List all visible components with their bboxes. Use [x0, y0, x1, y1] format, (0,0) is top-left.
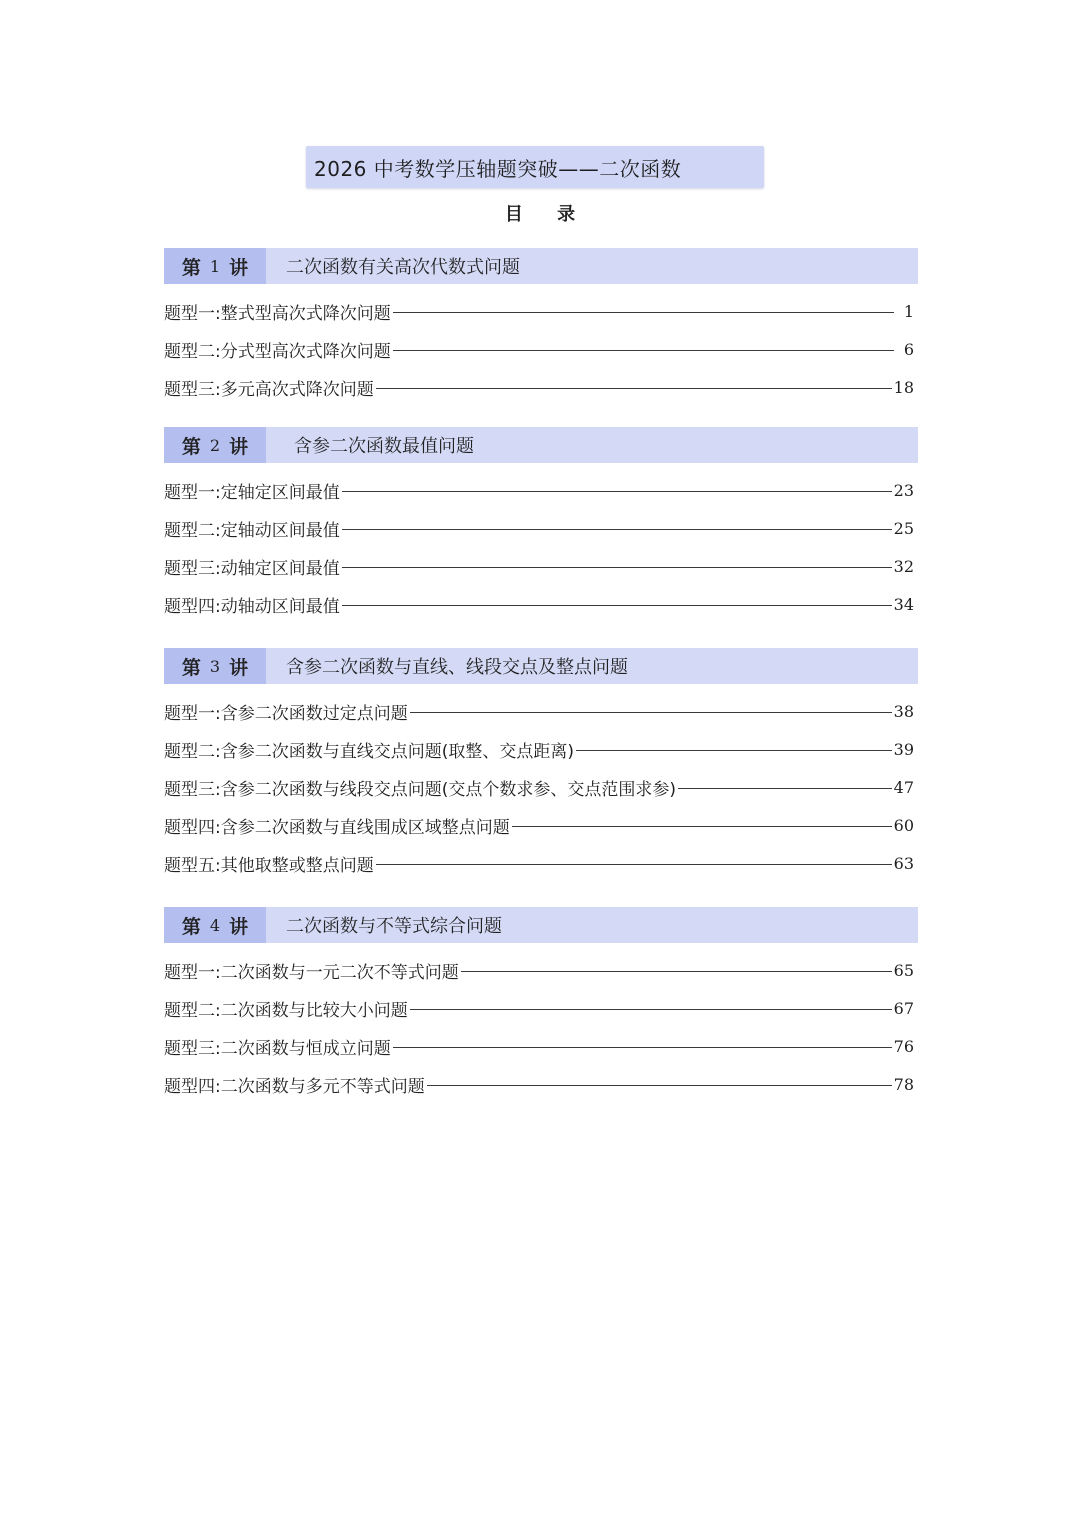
dot-leader	[393, 1047, 892, 1048]
dot-leader	[342, 605, 892, 606]
toc-heading: 目 录	[504, 204, 590, 225]
entry-text: 题型一:二次函数与一元二次不等式问题	[164, 962, 459, 983]
section-header-2	[164, 427, 918, 463]
lecture-prefix: 第	[181, 435, 201, 458]
dot-leader	[410, 712, 892, 713]
toc-entry[interactable]	[164, 514, 914, 542]
page-number: 63	[893, 853, 914, 873]
toc-entry[interactable]	[164, 552, 914, 580]
entry-text: 题型二:含参二次函数与直线交点问题(取整、交点距离)	[164, 741, 574, 762]
toc-entry[interactable]	[164, 994, 914, 1022]
lecture-number: 1	[209, 256, 221, 276]
lecture-prefix: 第	[181, 256, 201, 279]
section-header-3	[164, 648, 918, 684]
toc-entry[interactable]	[164, 849, 914, 877]
lecture-suffix: 讲	[229, 656, 249, 679]
section-title: 二次函数有关高次代数式问题	[286, 257, 520, 278]
page-number: 6	[903, 339, 914, 359]
dot-leader	[342, 567, 892, 568]
entry-text: 题型二:定轴动区间最值	[164, 520, 340, 541]
entry-text: 题型二:分式型高次式降次问题	[164, 341, 391, 362]
dot-leader	[376, 388, 892, 389]
entry-text: 题型一:含参二次函数过定点问题	[164, 703, 408, 724]
section-title: 二次函数与不等式综合问题	[286, 916, 502, 937]
page-number: 23	[893, 480, 914, 500]
dot-leader	[342, 529, 892, 530]
entry-text: 题型三:含参二次函数与线段交点问题(交点个数求参、交点范围求参)	[164, 779, 676, 800]
section-title: 含参二次函数与直线、线段交点及整点问题	[286, 657, 628, 678]
page-number: 76	[893, 1036, 914, 1056]
page-number: 32	[893, 556, 914, 576]
page-number: 1	[903, 301, 914, 321]
lecture-number: 3	[209, 656, 221, 676]
toc-entry[interactable]	[164, 1032, 914, 1060]
lecture-suffix: 讲	[229, 915, 249, 938]
entry-text: 题型四:二次函数与多元不等式问题	[164, 1076, 425, 1097]
lecture-prefix: 第	[181, 656, 201, 679]
page-number: 39	[893, 739, 914, 759]
lecture-number: 2	[209, 435, 221, 455]
entry-text: 题型四:含参二次函数与直线围成区域整点问题	[164, 817, 510, 838]
page-number: 18	[893, 377, 914, 397]
toc-entry[interactable]	[164, 476, 914, 504]
page-number: 34	[893, 594, 914, 614]
entry-text: 题型三:动轴定区间最值	[164, 558, 340, 579]
page-number: 47	[893, 777, 914, 797]
entry-text: 题型四:动轴动区间最值	[164, 596, 340, 617]
toc-entry[interactable]	[164, 697, 914, 725]
dot-leader	[427, 1085, 892, 1086]
page-number: 25	[893, 518, 914, 538]
dot-leader	[512, 826, 892, 827]
entry-text: 题型一:定轴定区间最值	[164, 482, 340, 503]
toc-entry[interactable]	[164, 335, 914, 363]
entry-text: 题型三:二次函数与恒成立问题	[164, 1038, 391, 1059]
entry-text: 题型三:多元高次式降次问题	[164, 379, 374, 400]
lecture-number: 4	[209, 915, 221, 935]
lecture-label	[164, 648, 266, 684]
section-header-4	[164, 907, 918, 943]
dot-leader	[342, 491, 892, 492]
lecture-prefix: 第	[181, 915, 201, 938]
page-number: 78	[893, 1074, 914, 1094]
dot-leader	[410, 1009, 892, 1010]
page-number: 65	[893, 960, 914, 980]
lecture-label	[164, 248, 266, 284]
lecture-label	[164, 907, 266, 943]
page-number: 67	[893, 998, 914, 1018]
entry-text: 题型一:整式型高次式降次问题	[164, 303, 391, 324]
section-title: 含参二次函数最值问题	[294, 436, 474, 457]
toc-entry[interactable]	[164, 590, 914, 618]
entry-text: 题型二:二次函数与比较大小问题	[164, 1000, 408, 1021]
dot-leader	[461, 971, 892, 972]
lecture-label	[164, 427, 266, 463]
toc-entry[interactable]	[164, 1070, 914, 1098]
dot-leader	[376, 864, 892, 865]
page-number: 60	[893, 815, 914, 835]
entry-text: 题型五:其他取整或整点问题	[164, 855, 374, 876]
dot-leader	[678, 788, 892, 789]
dot-leader	[576, 750, 892, 751]
dot-leader	[393, 312, 894, 313]
toc-entry[interactable]	[164, 297, 914, 325]
lecture-suffix: 讲	[229, 256, 249, 279]
lecture-suffix: 讲	[229, 435, 249, 458]
toc-entry[interactable]	[164, 373, 914, 401]
document-title: 2026 中考数学压轴题突破——二次函数	[306, 146, 764, 188]
toc-entry[interactable]	[164, 735, 914, 763]
page-number: 38	[893, 701, 914, 721]
toc-entry[interactable]	[164, 811, 914, 839]
section-header-1	[164, 248, 918, 284]
toc-entry[interactable]	[164, 773, 914, 801]
toc-entry[interactable]	[164, 956, 914, 984]
dot-leader	[393, 350, 894, 351]
